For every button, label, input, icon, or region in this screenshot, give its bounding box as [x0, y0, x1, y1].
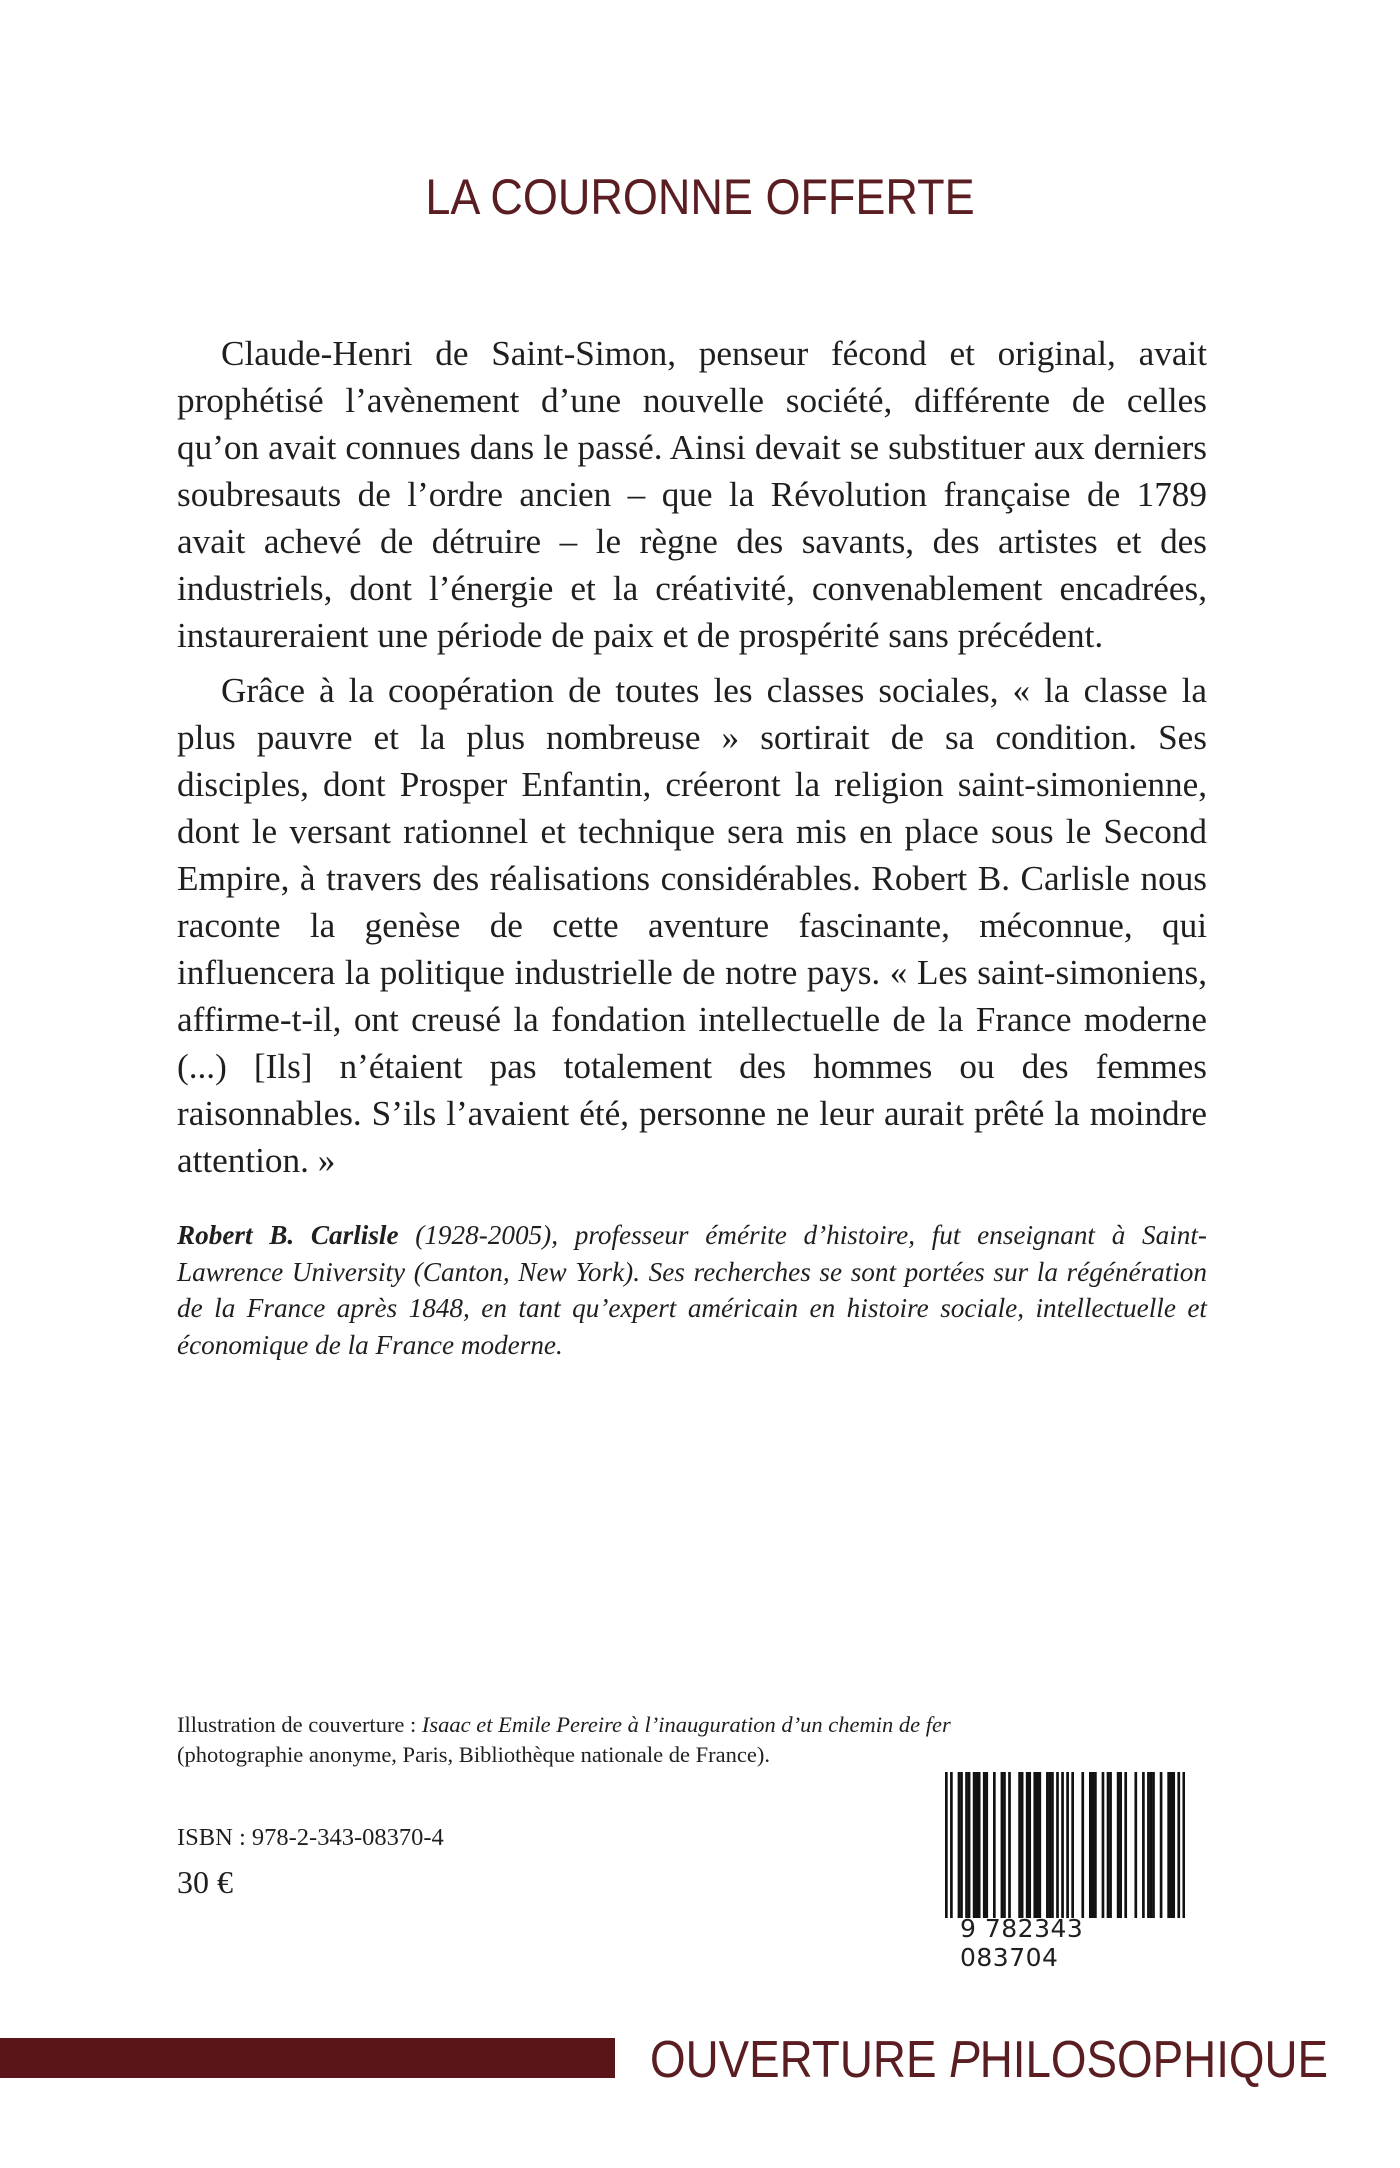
barcode-bar	[958, 1772, 961, 1918]
barcode-bar	[983, 1772, 986, 1918]
author-bio	[177, 1217, 1207, 1363]
barcode-bar	[1147, 1772, 1150, 1918]
barcode-bar	[1071, 1772, 1074, 1918]
barcode-bar	[993, 1772, 996, 1918]
barcode-bar	[1119, 1772, 1122, 1918]
barcode-bars	[945, 1772, 1185, 1918]
series-rule	[0, 2038, 615, 2078]
barcode-bar	[1061, 1772, 1064, 1918]
barcode-bar	[1109, 1772, 1112, 1918]
barcode-bar	[1018, 1772, 1021, 1918]
price: 30 €	[177, 1864, 233, 1900]
barcode-bar	[1028, 1772, 1031, 1918]
barcode-bar	[1051, 1772, 1054, 1918]
barcode-bar	[1167, 1772, 1170, 1918]
barcode-bar	[1170, 1772, 1173, 1918]
barcode-bar	[1117, 1772, 1120, 1918]
barcode-bar	[1177, 1772, 1180, 1918]
barcode-bar	[1021, 1772, 1024, 1918]
barcode-bar	[975, 1772, 978, 1918]
barcode-bar	[1081, 1772, 1084, 1918]
barcode-bar	[1092, 1772, 1095, 1918]
barcode-bar	[1182, 1772, 1185, 1918]
barcode-bar	[1124, 1772, 1127, 1918]
summary-paragraph-2: Grâce à la coopération de toutes les classes sociales, « la classe la plus pauvre et la plus nombreuse » sortirait de sa condition. Ses disciples, dont Prosper Enfantin, créeront la religion saint-simonienne, dont le versant rationnel et technique sera mis en place sous le Second Empire, à travers des réalisations considérables. Robert B. Carlisle nous raconte la genèse de cette aventure fascinante, méconnue, qui influencera la politique industrielle de notre pays. « Les saint-simoniens, affirme-t-il, ont creusé la fondation intellectuelle de la France moderne (...) [Ils] n’étaient pas totalement des hommes ou des femmes raisonnables. S’ils l’avaient été, personne ne leur aurait prêté la moindre attention. »	[177, 671, 1207, 1180]
barcode-bar	[1150, 1772, 1153, 1918]
barcode-bar	[1160, 1772, 1163, 1918]
barcode-digits: 9 782343 083704	[960, 1914, 1084, 1972]
barcode-bar	[1094, 1772, 1097, 1918]
barcode-bar	[985, 1772, 988, 1918]
barcode-bar	[1026, 1772, 1029, 1918]
barcode-bar	[1107, 1772, 1110, 1918]
barcode-bar	[1152, 1772, 1155, 1918]
barcode-bar	[1066, 1772, 1069, 1918]
barcode-bar	[1001, 1772, 1004, 1918]
barcode-bar	[1046, 1772, 1049, 1918]
barcode-bar	[1049, 1772, 1052, 1918]
author-name: Robert B. Carlisle	[177, 1220, 399, 1250]
summary-paragraph-1: Claude-Henri de Saint-Simon, penseur fécond et original, avait prophétisé l’avènement d’une nouvelle société, différente de celles qu’on avait connues dans le passé. Ainsi devait se substituer aux derniers soubresauts de l’ordre ancien – que la Révolution française de 1789 avait achevé de détruire – le règne des savants, des artistes et des industriels, dont l’énergie et la créativité, convenablement encadrées, instaureraient une période de paix et de prospérité sans précédent.	[177, 334, 1207, 655]
barcode-bar	[1134, 1772, 1137, 1918]
barcode	[945, 1772, 1185, 1918]
barcode-bar	[1033, 1772, 1036, 1918]
barcode-bar	[968, 1772, 971, 1918]
barcode-bar	[950, 1772, 953, 1918]
series-name	[650, 2030, 1328, 2090]
book-title: LA COURONNE OFFERTE	[425, 169, 975, 225]
series-name-part-3: HILOSOPHIQUE	[979, 2031, 1329, 2089]
credit-label: Illustration de couverture :	[177, 1712, 422, 1737]
isbn: ISBN : 978-2-343-08370-4	[177, 1824, 444, 1851]
credit-work-title: Isaac et Emile Pereire à l’inauguration d’un chemin de fer	[421, 1712, 951, 1737]
barcode-bar	[1102, 1772, 1105, 1918]
series-name-part-2: P	[949, 2031, 980, 2089]
barcode-bar	[1003, 1772, 1006, 1918]
series-name-part-1: OUVERTURE	[650, 2031, 950, 2089]
author-bio-text: (1928-2005), professeur émérite d’histoire, fut enseignant à Saint-Lawrence University (Canton, New York). Ses recherches se sont portées sur la régénération de la France après 1848, en tant qu’expert américain en histoire sociale, intellectuelle et économique de la France moderne.	[177, 1220, 1207, 1360]
barcode-bar	[1142, 1772, 1145, 1918]
barcode-bar	[945, 1772, 948, 1918]
cover-illustration-credit	[177, 1710, 1077, 1770]
barcode-bar	[960, 1772, 963, 1918]
barcode-bar	[978, 1772, 981, 1918]
barcode-bar	[973, 1772, 976, 1918]
barcode-bar	[1008, 1772, 1011, 1918]
back-cover-summary	[177, 330, 1207, 1192]
credit-source: (photographie anonyme, Paris, Bibliothèque nationale de France).	[177, 1742, 770, 1767]
barcode-bar	[965, 1772, 968, 1918]
barcode-bar	[1089, 1772, 1092, 1918]
barcode-bar	[1172, 1772, 1175, 1918]
barcode-bar	[1038, 1772, 1041, 1918]
barcode-bar	[1036, 1772, 1039, 1918]
barcode-bar	[1056, 1772, 1059, 1918]
